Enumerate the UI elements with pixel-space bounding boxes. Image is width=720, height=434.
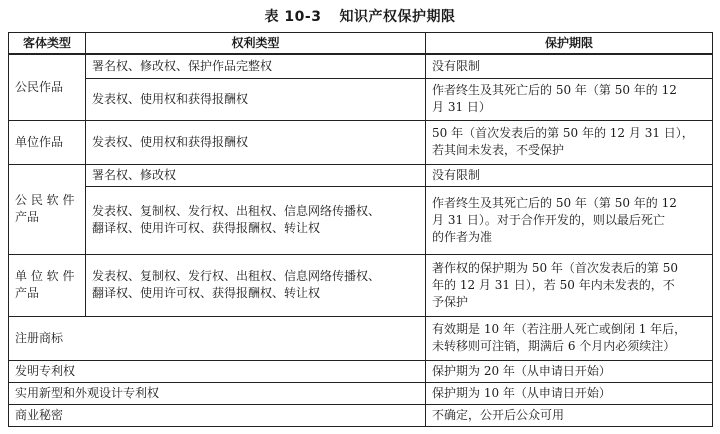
object-type-line: 公 民 软 件 [15,193,75,207]
ip-protection-table [8,32,713,427]
table-row [9,54,713,78]
term-cell [426,186,713,254]
table-row [9,404,713,426]
term-cell: 没有限制 [426,54,713,78]
table-row [9,120,713,164]
term-line: 年的 12 月 31 日），若 50 年内未发表的，不 [432,277,675,292]
term-line: 月 31 日） [432,100,491,114]
term-line: 50 年（首次发表后的第 50 年的 12 月 31 日）， [432,126,694,140]
term-cell [426,316,713,360]
header-row [9,33,713,55]
object-type-line: 产品 [15,210,40,224]
header-object-type: 客体类型 [9,33,86,55]
object-type-cell: 注册商标 [9,316,426,360]
table-number: 表 10-3 [264,9,322,25]
object-type-cell: 实用新型和外观设计专利权 [9,382,426,404]
table-title: 知识产权保护期限 [339,9,456,25]
rights-line: 发表权、复制权、发行权、出租权、信息网络传播权、 [92,204,381,218]
table-row [9,164,713,186]
table-caption [0,6,720,26]
object-type-cell [9,164,86,254]
object-type-line: 单 位 软 件 [15,269,75,283]
term-cell: 保护期为 20 年（从申请日开始） [426,360,713,382]
term-line: 作者终生及其死亡后的 50 年（第 50 年的 12 [432,195,677,210]
object-type-cell: 公民作品 [9,54,86,120]
table-row [9,254,713,316]
table-row [9,382,713,404]
term-line: 若其间未发表，不受保护 [432,143,565,157]
rights-cell [86,254,426,316]
rights-cell: 发表权、使用权和获得报酬权 [86,78,426,120]
rights-cell: 发表权、使用权和获得报酬权 [86,120,426,164]
object-type-cell [9,254,86,316]
rights-line: 翻译权、使用许可权、获得报酬权、转让权 [92,286,321,300]
header-right-type: 权利类型 [86,33,426,55]
rights-line: 翻译权、使用许可权、获得报酬权、转让权 [92,221,321,235]
term-line: 未转移则可注销，期满后 6 个月内必须续注） [432,339,676,353]
term-cell: 没有限制 [426,164,713,186]
term-line: 予保护 [432,294,469,309]
rights-cell: 署名权、修改权 [86,164,426,186]
rights-cell: 署名权、修改权、保护作品完整权 [86,54,426,78]
term-line: 月 31 日）。对于合作开发的，则以最后死亡 [432,212,665,227]
rights-cell [86,186,426,254]
term-line: 的作者为准 [432,229,493,244]
table-row [9,316,713,360]
header-protection-term: 保护期限 [426,33,713,55]
term-line: 作者终生及其死亡后的 50 年（第 50 年的 12 [432,83,677,97]
rights-line: 发表权、复制权、发行权、出租权、信息网络传播权、 [92,269,381,283]
term-line: 著作权的保护期为 50 年（首次发表后的第 50 [432,260,678,275]
table-row [9,360,713,382]
object-type-cell: 商业秘密 [9,404,426,426]
term-line: 有效期是 10 年（若注册人死亡或倒闭 1 年后， [432,322,687,336]
term-cell [426,120,713,164]
table-row [9,78,713,120]
object-type-line: 产品 [15,286,40,300]
object-type-cell: 发明专利权 [9,360,426,382]
term-cell: 保护期为 10 年（从申请日开始） [426,382,713,404]
term-cell: 不确定，公开后公众可用 [426,404,713,426]
term-cell [426,78,713,120]
table-row [9,186,713,254]
term-cell [426,254,713,316]
object-type-cell: 单位作品 [9,120,86,164]
